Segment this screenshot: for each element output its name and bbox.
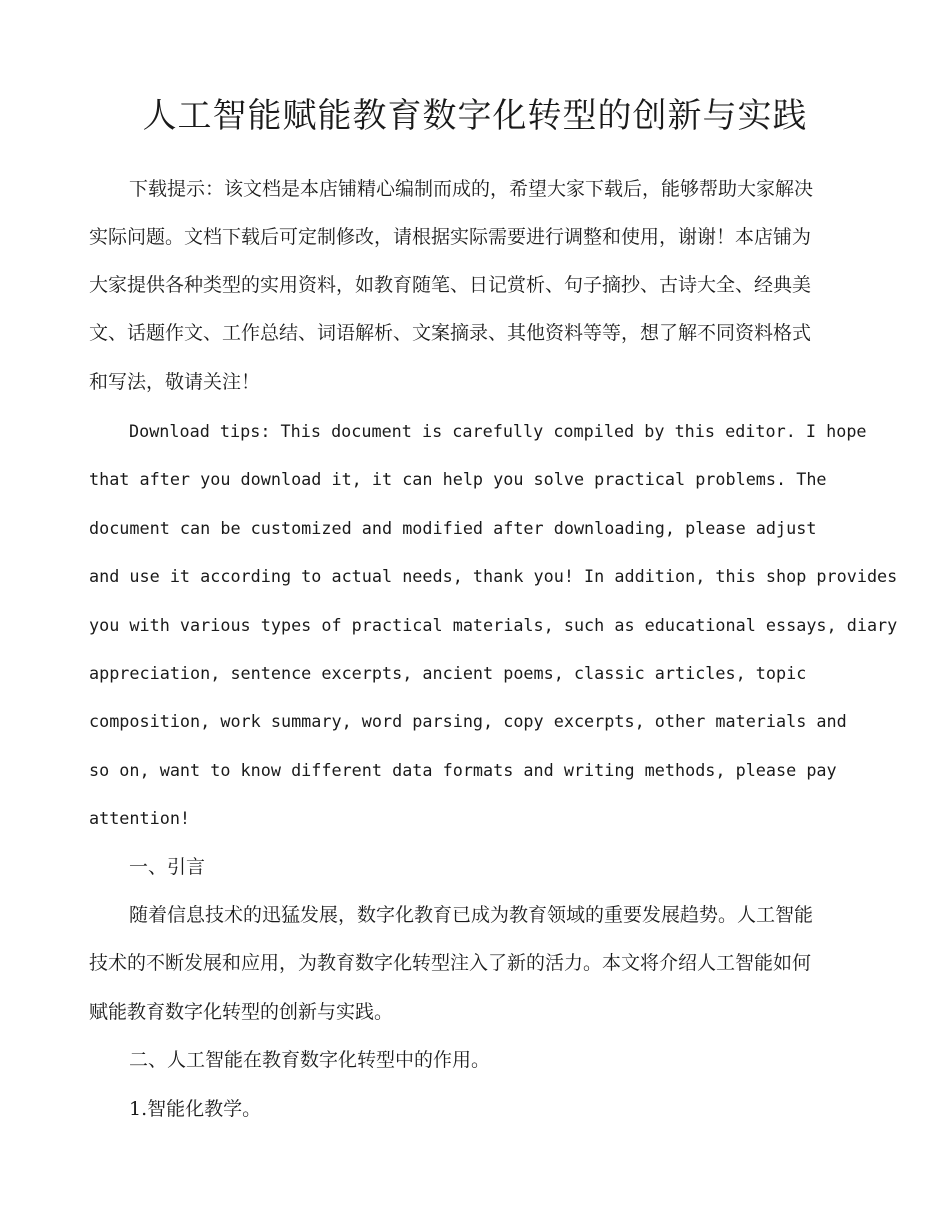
notice-en-line: you with various types of practical materials, such as educational essays, diary: [89, 615, 898, 635]
notice-cn-line: 和写法，敬请关注！: [89, 371, 261, 393]
notice-en-line: Download tips: This document is carefully compiled by this editor. I hope: [129, 421, 867, 441]
notice-cn-line: 文、话题作文、工作总结、词语解析、文案摘录、其他资料等等，想了解不同资料格式: [89, 322, 812, 344]
section-heading-role: 二、人工智能在教育数字化转型中的作用。: [129, 1049, 491, 1071]
notice-en-line: document can be customized and modified after downloading, please adjust: [89, 518, 817, 538]
notice-en-line: composition, work summary, word parsing, copy excerpts, other materials and: [89, 711, 847, 731]
body-paragraph-line: 技术的不断发展和应用，为教育数字化转型注入了新的活力。本文将介绍人工智能如何: [89, 952, 812, 974]
body-paragraph-line: 赋能教育数字化转型的创新与实践。: [89, 1001, 394, 1023]
notice-en-line: so on, want to know different data formats and writing methods, please pay: [89, 760, 837, 780]
notice-en-line: attention!: [89, 808, 191, 828]
notice-cn-line: 大家提供各种类型的实用资料，如教育随笔、日记赏析、句子摘抄、古诗大全、经典美: [89, 274, 812, 296]
section-heading-introduction: 一、引言: [129, 856, 206, 878]
notice-en-line: and use it according to actual needs, thank you! In addition, this shop provides: [89, 566, 898, 586]
notice-cn-line: 下载提示：该文档是本店铺精心编制而成的，希望大家下载后，能够帮助大家解决: [129, 178, 814, 200]
body-paragraph-line: 随着信息技术的迅猛发展，数字化教育已成为教育领域的重要发展趋势。人工智能: [129, 904, 814, 926]
document-title: 人工智能赋能教育数字化转型的创新与实践: [142, 96, 808, 136]
notice-en-line: appreciation, sentence excerpts, ancient poems, classic articles, topic: [89, 663, 807, 683]
subsection-heading-intelligent-teaching: 1.智能化教学。: [129, 1098, 262, 1120]
notice-cn-line: 实际问题。文档下载后可定制修改，请根据实际需要进行调整和使用，谢谢！本店铺为: [89, 226, 812, 248]
notice-en-line: that after you download it, it can help you solve practical problems. The: [89, 469, 827, 489]
